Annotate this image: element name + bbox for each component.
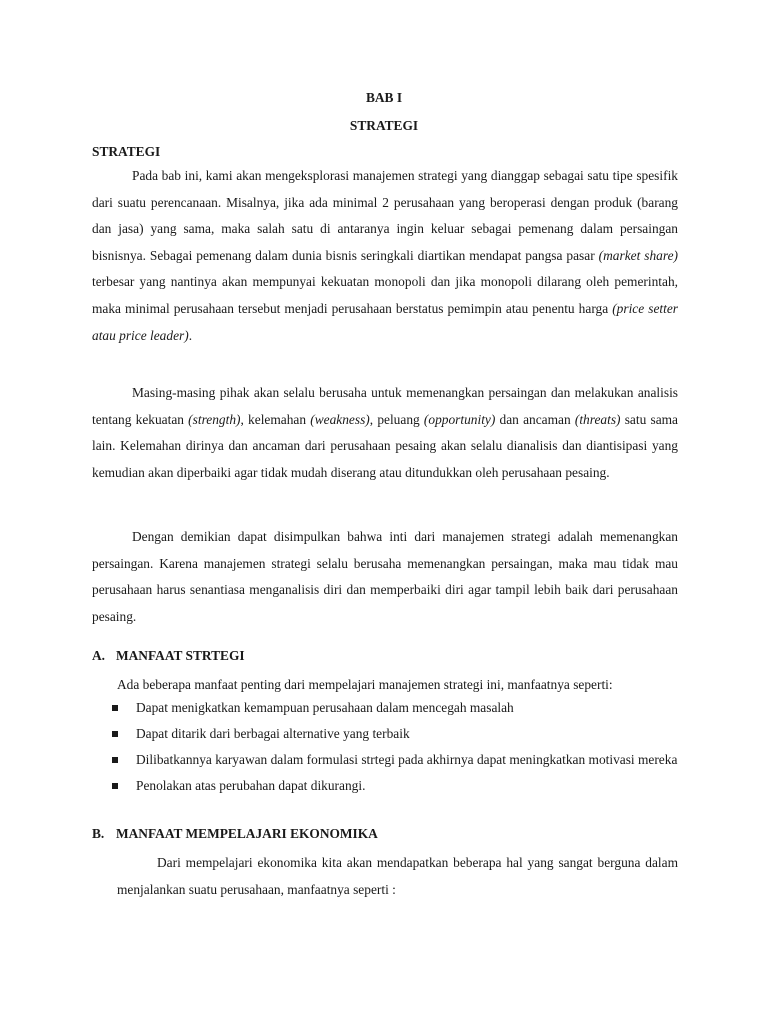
bullet-icon: [112, 757, 118, 763]
paragraph-swot: [92, 380, 678, 486]
section-a-title: MANFAAT STRTEGI: [116, 648, 245, 663]
chapter-number: BAB I: [365, 90, 403, 105]
italic-term: (threats): [574, 411, 621, 427]
list-item-text: Dilibatkannya karyawan dalam formulasi strtegi pada akhirnya dapat meningkatkan motivasi mereka: [136, 752, 678, 767]
bullet-icon: [112, 705, 118, 711]
italic-term: (market share): [598, 247, 678, 263]
list-item: [112, 773, 678, 799]
italic-term: (opportunity): [423, 411, 496, 427]
list-item-text: Dapat menigkatkan kemampuan perusahaan dalam mencegah masalah: [136, 700, 514, 715]
text-run: , peluang: [369, 411, 424, 427]
chapter-title: STRATEGI: [349, 118, 419, 133]
italic-term: (weakness): [310, 411, 370, 427]
bullet-icon: [112, 731, 118, 737]
section-b-number: B.: [92, 826, 105, 841]
text-run: Pada bab ini, kami akan mengeksplorasi manajemen strategi yang dianggap sebagai satu tipe spesifik dari suatu perencanaan. Misalnya, jika ada minimal 2 perusahaan yang beroperasi dengan produk (barang dan jasa) yang sama, maka salah satu di antaranya ingin keluar sebagai pemenang dalam persaingan bisnisnya. Sebagai pemenang dalam dunia bisnis seringkali diartikan mendapat pangsa pasar: [92, 168, 678, 263]
italic-term: (strength): [188, 411, 241, 427]
paragraph-intro: [92, 163, 678, 349]
text-run: dan ancaman: [495, 411, 575, 427]
paragraph-conclusion: Dengan demikian dapat disimpulkan bahwa inti dari manajemen strategi adalah memenangkan persaingan. Karena manajemen strategi selalu berusaha memenangkan persaingan, maka mau tidak mau perusahaan harus senantiasa menganalisis diri dan memperbaiki diri agar tampil lebih baik dari perusahaan pesaing.: [92, 529, 678, 624]
list-item: [112, 747, 678, 773]
text-run: terbesar yang nantinya akan mempunyai kekuatan monopoli dan jika monopoli dilarang oleh pemerintah, maka minimal perusahaan tersebut menjadi perusahaan berstatus pemimpin atau penentu harga: [92, 274, 678, 316]
text-run: Masing-masing pihak akan selalu berusaha untuk memenangkan persaingan dan melakukan analisis tentang kekuatan: [92, 385, 678, 427]
list-item: [112, 721, 678, 747]
benefits-list: [112, 695, 678, 799]
section-b-paragraph: Dari mempelajari ekonomika kita akan mendapatkan beberapa hal yang sangat berguna dalam menjalankan suatu perusahaan, manfaatnya seperti :: [117, 855, 678, 897]
section-a-heading: [92, 648, 245, 664]
list-item-text: Penolakan atas perubahan dapat dikurangi.: [136, 778, 366, 793]
section-a-intro: Ada beberapa manfaat penting dari mempelajari manajemen strategi ini, manfaatnya seperti:: [117, 677, 613, 692]
list-item-text: Dapat ditarik dari berbagai alternative yang terbaik: [136, 726, 410, 741]
section-heading: STRATEGI: [92, 144, 161, 159]
italic-term: (price setter atau price leader): [92, 300, 678, 343]
text-run: .: [188, 327, 193, 343]
section-b-title: MANFAAT MEMPELAJARI EKONOMIKA: [116, 826, 378, 841]
bullet-icon: [112, 783, 118, 789]
section-a-number: A.: [92, 648, 106, 663]
text-run: , kelemahan: [240, 411, 311, 427]
list-item: [112, 695, 678, 721]
text-run: satu sama lain. Kelemahan dirinya dan ancaman dari perusahaan pesaing akan selalu dianalisis dan diantisipasi yang kemudian akan diperbaiki agar tidak mudah diserang atau ditundukkan oleh perusahaan pesaing.: [92, 411, 678, 480]
section-b-heading: [92, 826, 378, 842]
